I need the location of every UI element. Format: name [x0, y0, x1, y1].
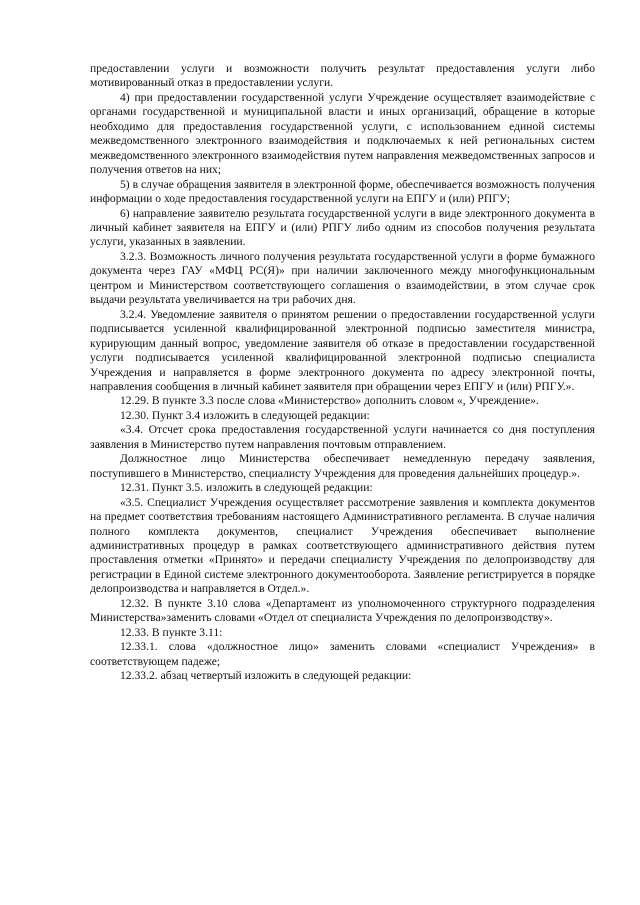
- paragraph-15: 12.33.1. слова «должностное лицо» заменить словами «специалист Учреждения» в соответствующем падеже;: [90, 640, 595, 668]
- document-page: [90, 62, 595, 683]
- paragraph-11: 12.31. Пункт 3.5. изложить в следующей редакции:: [120, 481, 373, 495]
- paragraph-4: 6) направление заявителю результата государственной услуги в виде электронного документа в личный кабинет заявителя на ЕПГУ и (или) РПГУ либо одним из способов получения результата услуги, указанных в заявлении.: [90, 206, 595, 249]
- paragraph-1: предоставлении услуги и возможности получить результат предоставления услуги либо мотивированный отказ в предоставлении услуги.: [90, 62, 595, 90]
- paragraph-12: «3.5. Специалист Учреждения осуществляет рассмотрение заявления и комплекта документов на предмет соответствия требованиям настоящего Административного регламента. В случае наличия полного комплекта документов, специалист Учреждения обеспечивает выполнение административных процедур в рамках соответствующего административного действия путем проставления отметки «Принято» и передачи специалисту Учреждения по делопроизводству для регистрации в Единой системе электронного документооборота. Заявление регистрируется в порядке делопроизводства и направляется в Отдел.».: [90, 495, 595, 596]
- paragraph-2: 4) при предоставлении государственной услуги Учреждение осуществляет взаимодействие с органами государственной и муниципальной власти и иных организаций, обращение в которые необходимо для предоставления государственной услуги, с использованием единой системы межведомственного электронного взаимодействия и подключаемых к ней региональных систем межведомственного электронного взаимодействия путем направления межведомственных запросов и получения ответов на них;: [90, 90, 595, 177]
- paragraph-13: 12.32. В пункте 3.10 слова «Департамент из уполномоченного структурного подразделения Министерства»заменить словами «Отдел от специалиста Учреждения по делопроизводству».: [90, 596, 595, 625]
- paragraph-14: 12.33. В пункте 3.11:: [120, 625, 223, 639]
- paragraph-6: 3.2.4. Уведомление заявителя о принятом решении о предоставлении государственной услуги подписывается усиленной квалифицированной электронной подписью заместителя министра, курирующим данный вопрос, уведомление заявителя об отказе в предоставлении государственной услуги подписывается усиленной квалифицированной электронной подписью специалиста Учреждения и направляется в форме электронного документа по адресу электронной почты, направления сообщения в личный кабинет заявителя при обращении через ЕПГУ и (или) РПГУ.».: [90, 307, 595, 393]
- paragraph-7: 12.29. В пункте 3.3 после слова «Министерство» дополнить словом «, Учреждение».: [120, 394, 539, 408]
- paragraph-10: Должностное лицо Министерства обеспечивает немедленную передачу заявления, поступившего в Министерство, специалисту Учреждения для проведения дальнейших процедур.».: [90, 452, 595, 480]
- paragraph-8: 12.30. Пункт 3.4 изложить в следующей редакции:: [120, 408, 370, 422]
- paragraph-5: 3.2.3. Возможность личного получения результата государственной услуги в форме бумажного документа через ГАУ «МФЦ РС(Я)» при наличии заключенного между многофункциональным центром и Министерством соответствующего соглашения о взаимодействии, в этом случае срок выдачи результата увеличивается на три рабочих дня.: [90, 249, 595, 307]
- paragraph-3: 5) в случае обращения заявителя в электронной форме, обеспечивается возможность получения информации о ходе предоставления государственной услуги на ЕПГУ и (или) РПГУ;: [90, 177, 595, 206]
- paragraph-9: «3.4. Отсчет срока предоставления государственной услуги начинается со дня поступления заявления в Министерство путем направления почтовым отправлением.: [90, 423, 595, 451]
- paragraph-16: 12.33.2. абзац четвертый изложить в следующей редакции:: [120, 669, 412, 683]
